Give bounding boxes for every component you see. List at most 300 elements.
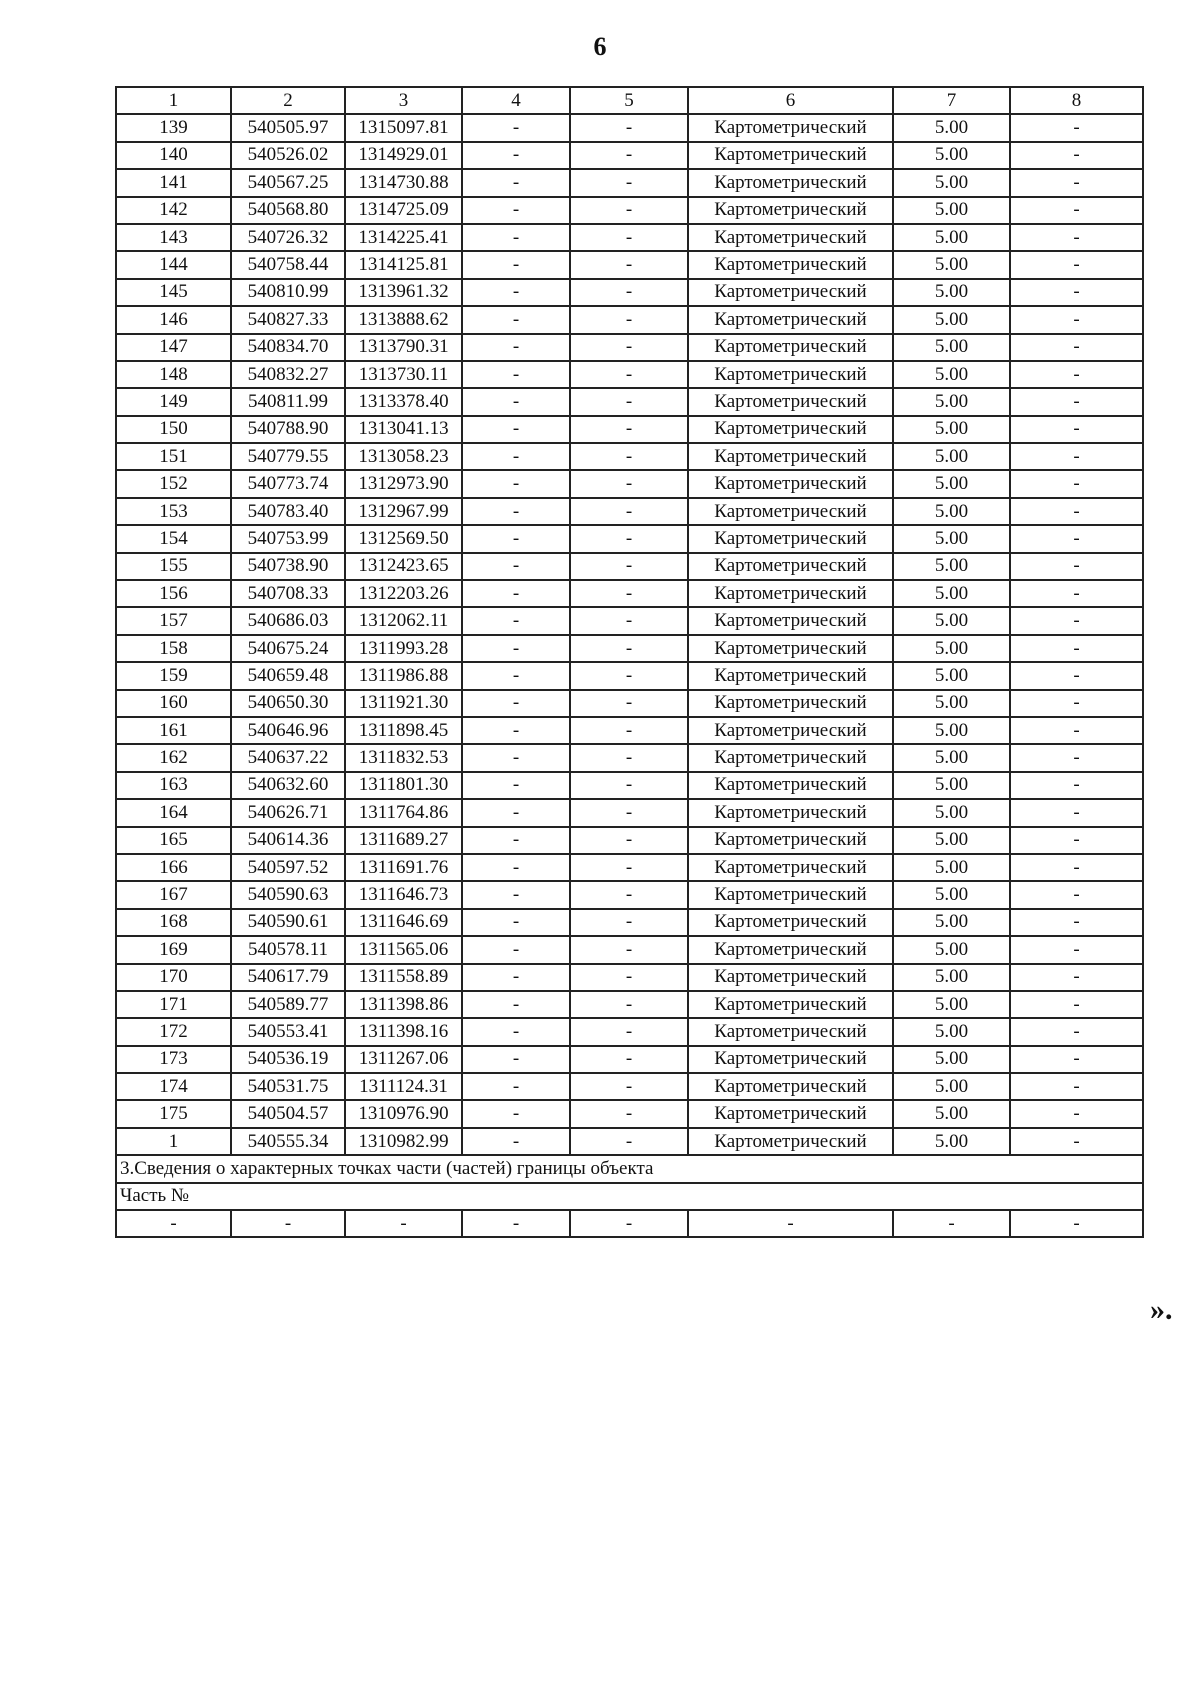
table-cell: -: [570, 827, 688, 854]
table-cell: 5.00: [893, 1128, 1010, 1155]
table-cell: 147: [116, 334, 231, 361]
table-cell: 540646.96: [231, 717, 345, 744]
table-cell: 540811.99: [231, 388, 345, 415]
table-cell: 5.00: [893, 388, 1010, 415]
table-cell: 540788.90: [231, 416, 345, 443]
table-cell: 1313790.31: [345, 334, 462, 361]
table-cell: 162: [116, 744, 231, 771]
table-cell: 5.00: [893, 443, 1010, 470]
table-cell: 165: [116, 827, 231, 854]
table-cell: 1: [116, 87, 231, 114]
table-cell: -: [1010, 553, 1143, 580]
table-cell: 540726.32: [231, 224, 345, 251]
table-cell: 174: [116, 1073, 231, 1100]
table-cell: 5.00: [893, 607, 1010, 634]
table-cell: 163: [116, 772, 231, 799]
table-cell: 161: [116, 717, 231, 744]
table-cell: Картометрический: [688, 1128, 893, 1155]
table-cell: 5.00: [893, 1046, 1010, 1073]
table-cell: 1313961.32: [345, 279, 462, 306]
table-cell: 5.00: [893, 114, 1010, 141]
table-cell: 540504.57: [231, 1100, 345, 1127]
table-cell: 144: [116, 251, 231, 278]
table-cell: 540779.55: [231, 443, 345, 470]
table-cell: 140: [116, 142, 231, 169]
table-cell: -: [570, 416, 688, 443]
table-cell: 1312203.26: [345, 580, 462, 607]
table-cell: 5.00: [893, 553, 1010, 580]
table-row: [116, 525, 1143, 552]
table-cell: 1311565.06: [345, 936, 462, 963]
coordinates-table: [115, 86, 1144, 1238]
table-row: [116, 197, 1143, 224]
table-cell: 1314225.41: [345, 224, 462, 251]
table-cell: -: [1010, 224, 1143, 251]
table-cell: -: [1010, 854, 1143, 881]
table-cell: 5.00: [893, 1073, 1010, 1100]
table-cell: 5.00: [893, 717, 1010, 744]
table-cell: -: [1010, 772, 1143, 799]
table-cell: 1311801.30: [345, 772, 462, 799]
table-cell: -: [1010, 1128, 1143, 1155]
table-cell: 148: [116, 361, 231, 388]
table-cell: 540832.27: [231, 361, 345, 388]
table-cell: 540590.61: [231, 909, 345, 936]
table-cell: 151: [116, 443, 231, 470]
table-cell: -: [1010, 1100, 1143, 1127]
table-cell: 1314125.81: [345, 251, 462, 278]
table-cell: 5.00: [893, 827, 1010, 854]
table-cell: 540810.99: [231, 279, 345, 306]
table-row: [116, 1100, 1143, 1127]
table-cell: -: [570, 607, 688, 634]
table-cell: 540589.77: [231, 991, 345, 1018]
table-row: [116, 416, 1143, 443]
table-cell: -: [570, 169, 688, 196]
table-cell: -: [462, 498, 570, 525]
table-cell: Картометрический: [688, 498, 893, 525]
table-cell: 145: [116, 279, 231, 306]
table-cell: 150: [116, 416, 231, 443]
table-cell: -: [1010, 991, 1143, 1018]
table-cell: Картометрический: [688, 197, 893, 224]
table-cell: 5.00: [893, 525, 1010, 552]
table-row: [116, 744, 1143, 771]
table-cell: Картометрический: [688, 361, 893, 388]
table-row: [116, 772, 1143, 799]
table-cell: 1313730.11: [345, 361, 462, 388]
section-title-row: [116, 1155, 1143, 1182]
table-cell: 1314730.88: [345, 169, 462, 196]
table-cell: 7: [893, 87, 1010, 114]
table-cell: -: [462, 361, 570, 388]
table-cell: 5.00: [893, 169, 1010, 196]
table-cell: 169: [116, 936, 231, 963]
table-cell: 1311986.88: [345, 662, 462, 689]
table-cell: 5.00: [893, 936, 1010, 963]
table-cell: -: [570, 1073, 688, 1100]
table-cell: 175: [116, 1100, 231, 1127]
table-cell: Картометрический: [688, 909, 893, 936]
table-cell: -: [570, 1046, 688, 1073]
table-cell: -: [1010, 635, 1143, 662]
table-cell: Картометрический: [688, 1100, 893, 1127]
table-cell: 1311832.53: [345, 744, 462, 771]
table-cell: -: [570, 525, 688, 552]
empty-row: [116, 1210, 1143, 1237]
table-cell: 167: [116, 881, 231, 908]
table-cell: 540526.02: [231, 142, 345, 169]
table-row: [116, 799, 1143, 826]
table-cell: -: [1010, 470, 1143, 497]
table-cell: Картометрический: [688, 525, 893, 552]
table-cell: 5.00: [893, 470, 1010, 497]
table-cell: -: [570, 251, 688, 278]
table-cell: 139: [116, 114, 231, 141]
table-cell: -: [570, 772, 688, 799]
table-cell: -: [462, 279, 570, 306]
table-cell: 540834.70: [231, 334, 345, 361]
table-cell: -: [1010, 443, 1143, 470]
table-cell: 1311921.30: [345, 690, 462, 717]
table-cell: Картометрический: [688, 553, 893, 580]
table-cell: 1: [116, 1128, 231, 1155]
table-cell: -: [1010, 251, 1143, 278]
table-cell: 1312569.50: [345, 525, 462, 552]
table-cell: 1311124.31: [345, 1073, 462, 1100]
table-cell: Картометрический: [688, 936, 893, 963]
table-row: [116, 1046, 1143, 1073]
table-cell: 1311267.06: [345, 1046, 462, 1073]
table-cell: -: [462, 1210, 570, 1237]
table-cell: -: [1010, 416, 1143, 443]
table-cell: 172: [116, 1018, 231, 1045]
table-cell: -: [1010, 306, 1143, 333]
table-cell: 5.00: [893, 498, 1010, 525]
table-cell: 540637.22: [231, 744, 345, 771]
table-cell: 143: [116, 224, 231, 251]
table-cell: 8: [1010, 87, 1143, 114]
table-cell: -: [1010, 964, 1143, 991]
table-cell: 540650.30: [231, 690, 345, 717]
table-cell: 1313378.40: [345, 388, 462, 415]
table-cell: 1310982.99: [345, 1128, 462, 1155]
table-cell: -: [570, 991, 688, 1018]
table-cell: -: [570, 498, 688, 525]
table-cell: Картометрический: [688, 1073, 893, 1100]
table-cell: -: [462, 662, 570, 689]
table-cell: 142: [116, 197, 231, 224]
table-cell: -: [570, 142, 688, 169]
table-cell: -: [462, 1073, 570, 1100]
table-cell: 154: [116, 525, 231, 552]
table-cell: -: [462, 114, 570, 141]
table-cell: 2: [231, 87, 345, 114]
coordinates-table-wrap: [115, 86, 1142, 1238]
table-row: [116, 498, 1143, 525]
table-cell: -: [1010, 936, 1143, 963]
table-cell: 540555.34: [231, 1128, 345, 1155]
table-cell: -: [1010, 607, 1143, 634]
table-cell: 1312967.99: [345, 498, 462, 525]
table-cell: -: [462, 416, 570, 443]
table-cell: Картометрический: [688, 142, 893, 169]
table-cell: Картометрический: [688, 881, 893, 908]
table-cell: 1312423.65: [345, 553, 462, 580]
table-cell: -: [1010, 197, 1143, 224]
table-cell: Картометрический: [688, 580, 893, 607]
table-cell: -: [570, 388, 688, 415]
table-row: [116, 306, 1143, 333]
table-row: [116, 224, 1143, 251]
table-cell: 158: [116, 635, 231, 662]
table-cell: -: [462, 772, 570, 799]
table-row: [116, 388, 1143, 415]
table-cell: 1311898.45: [345, 717, 462, 744]
table-cell: -: [462, 744, 570, 771]
table-cell: 141: [116, 169, 231, 196]
table-row: [116, 361, 1143, 388]
table-cell: -: [1010, 580, 1143, 607]
table-cell: Картометрический: [688, 991, 893, 1018]
table-cell: -: [462, 635, 570, 662]
table-cell: 540617.79: [231, 964, 345, 991]
table-row: [116, 909, 1143, 936]
table-row: [116, 936, 1143, 963]
part-label: Часть №: [116, 1183, 1143, 1210]
table-cell: -: [570, 279, 688, 306]
table-cell: -: [462, 881, 570, 908]
table-row: [116, 142, 1143, 169]
table-cell: 1312973.90: [345, 470, 462, 497]
table-row: [116, 443, 1143, 470]
table-cell: Картометрический: [688, 827, 893, 854]
table-cell: -: [1010, 334, 1143, 361]
table-cell: 1311558.89: [345, 964, 462, 991]
table-cell: -: [462, 827, 570, 854]
table-cell: 1311764.86: [345, 799, 462, 826]
table-cell: Картометрический: [688, 854, 893, 881]
table-cell: 149: [116, 388, 231, 415]
table-cell: -: [462, 306, 570, 333]
table-cell: 1313041.13: [345, 416, 462, 443]
table-cell: -: [1010, 717, 1143, 744]
table-cell: Картометрический: [688, 772, 893, 799]
table-cell: 1313058.23: [345, 443, 462, 470]
table-cell: 540578.11: [231, 936, 345, 963]
table-row: [116, 470, 1143, 497]
table-cell: 146: [116, 306, 231, 333]
table-cell: -: [462, 717, 570, 744]
table-cell: -: [1010, 169, 1143, 196]
table-cell: -: [462, 799, 570, 826]
table-cell: 5.00: [893, 909, 1010, 936]
table-cell: 5.00: [893, 580, 1010, 607]
table-cell: 540567.25: [231, 169, 345, 196]
table-cell: -: [570, 744, 688, 771]
table-cell: -: [570, 114, 688, 141]
table-cell: -: [1010, 827, 1143, 854]
table-cell: Картометрический: [688, 443, 893, 470]
table-cell: 1311398.86: [345, 991, 462, 1018]
table-cell: -: [570, 1018, 688, 1045]
table-cell: -: [462, 470, 570, 497]
table-cell: 5.00: [893, 142, 1010, 169]
table-cell: -: [570, 361, 688, 388]
table-cell: -: [1010, 799, 1143, 826]
table-cell: -: [1010, 1018, 1143, 1045]
table-cell: -: [1010, 142, 1143, 169]
table-cell: 1314929.01: [345, 142, 462, 169]
part-label-row: [116, 1183, 1143, 1210]
table-cell: 1311646.73: [345, 881, 462, 908]
table-cell: -: [570, 470, 688, 497]
table-cell: 5.00: [893, 416, 1010, 443]
table-cell: 540675.24: [231, 635, 345, 662]
table-cell: 1311993.28: [345, 635, 462, 662]
table-row: [116, 334, 1143, 361]
table-cell: -: [570, 1210, 688, 1237]
table-row: [116, 991, 1143, 1018]
table-cell: 1311646.69: [345, 909, 462, 936]
table-cell: 168: [116, 909, 231, 936]
table-cell: -: [570, 854, 688, 881]
table-cell: -: [462, 580, 570, 607]
table-cell: 5.00: [893, 964, 1010, 991]
table-cell: -: [231, 1210, 345, 1237]
table-cell: -: [570, 197, 688, 224]
table-cell: 540568.80: [231, 197, 345, 224]
table-row: [116, 690, 1143, 717]
table-row: [116, 854, 1143, 881]
table-cell: -: [116, 1210, 231, 1237]
table-cell: Картометрический: [688, 251, 893, 278]
table-cell: -: [1010, 1210, 1143, 1237]
table-cell: -: [1010, 388, 1143, 415]
table-cell: 5.00: [893, 799, 1010, 826]
table-cell: -: [570, 936, 688, 963]
table-cell: Картометрический: [688, 1046, 893, 1073]
table-row: [116, 169, 1143, 196]
table-cell: 164: [116, 799, 231, 826]
table-cell: -: [462, 1046, 570, 1073]
table-cell: 540708.33: [231, 580, 345, 607]
table-cell: 5.00: [893, 744, 1010, 771]
table-cell: 540614.36: [231, 827, 345, 854]
table-row: [116, 553, 1143, 580]
table-cell: -: [893, 1210, 1010, 1237]
table-cell: -: [1010, 114, 1143, 141]
table-cell: 170: [116, 964, 231, 991]
table-cell: 5.00: [893, 334, 1010, 361]
table-cell: 5.00: [893, 881, 1010, 908]
table-cell: 5.00: [893, 251, 1010, 278]
table-cell: -: [570, 690, 688, 717]
table-cell: Картометрический: [688, 224, 893, 251]
table-cell: Картометрический: [688, 964, 893, 991]
table-cell: 540753.99: [231, 525, 345, 552]
table-cell: 5.00: [893, 635, 1010, 662]
table-row: [116, 1018, 1143, 1045]
table-cell: -: [462, 197, 570, 224]
table-cell: -: [570, 443, 688, 470]
table-cell: 5.00: [893, 1018, 1010, 1045]
table-cell: 152: [116, 470, 231, 497]
table-cell: -: [462, 607, 570, 634]
table-cell: -: [570, 662, 688, 689]
table-cell: 1310976.90: [345, 1100, 462, 1127]
table-cell: 1314725.09: [345, 197, 462, 224]
table-cell: 1312062.11: [345, 607, 462, 634]
table-row: [116, 881, 1143, 908]
table-cell: -: [462, 1128, 570, 1155]
table-cell: 540536.19: [231, 1046, 345, 1073]
table-cell: Картометрический: [688, 470, 893, 497]
table-cell: 5.00: [893, 361, 1010, 388]
table-cell: 540827.33: [231, 306, 345, 333]
table-cell: 5.00: [893, 772, 1010, 799]
table-cell: 5.00: [893, 662, 1010, 689]
table-cell: -: [345, 1210, 462, 1237]
table-cell: -: [1010, 662, 1143, 689]
table-cell: 155: [116, 553, 231, 580]
table-cell: 1311398.16: [345, 1018, 462, 1045]
table-cell: Картометрический: [688, 607, 893, 634]
table-cell: 5.00: [893, 279, 1010, 306]
table-cell: -: [570, 553, 688, 580]
table-cell: -: [462, 936, 570, 963]
table-cell: -: [570, 334, 688, 361]
table-cell: -: [688, 1210, 893, 1237]
table-cell: -: [462, 443, 570, 470]
table-cell: 159: [116, 662, 231, 689]
table-cell: -: [462, 388, 570, 415]
table-cell: -: [570, 717, 688, 744]
table-cell: -: [570, 964, 688, 991]
table-cell: 160: [116, 690, 231, 717]
table-cell: 166: [116, 854, 231, 881]
table-body: [116, 87, 1143, 1237]
table-cell: Картометрический: [688, 279, 893, 306]
table-cell: -: [462, 553, 570, 580]
table-cell: 157: [116, 607, 231, 634]
table-cell: Картометрический: [688, 416, 893, 443]
table-row: [116, 827, 1143, 854]
table-cell: -: [570, 909, 688, 936]
table-cell: Картометрический: [688, 114, 893, 141]
table-cell: -: [570, 224, 688, 251]
table-cell: 5.00: [893, 991, 1010, 1018]
table-cell: Картометрический: [688, 306, 893, 333]
table-cell: 1315097.81: [345, 114, 462, 141]
table-cell: -: [462, 690, 570, 717]
table-row: [116, 662, 1143, 689]
table-cell: 5.00: [893, 1100, 1010, 1127]
table-cell: 540505.97: [231, 114, 345, 141]
table-cell: -: [462, 854, 570, 881]
table-row: [116, 279, 1143, 306]
table-cell: -: [570, 881, 688, 908]
table-cell: -: [1010, 690, 1143, 717]
table-cell: 540659.48: [231, 662, 345, 689]
table-cell: -: [1010, 1046, 1143, 1073]
table-cell: -: [462, 909, 570, 936]
table-cell: -: [1010, 1073, 1143, 1100]
table-cell: -: [570, 580, 688, 607]
table-cell: -: [462, 251, 570, 278]
table-cell: -: [570, 306, 688, 333]
table-cell: 1311689.27: [345, 827, 462, 854]
